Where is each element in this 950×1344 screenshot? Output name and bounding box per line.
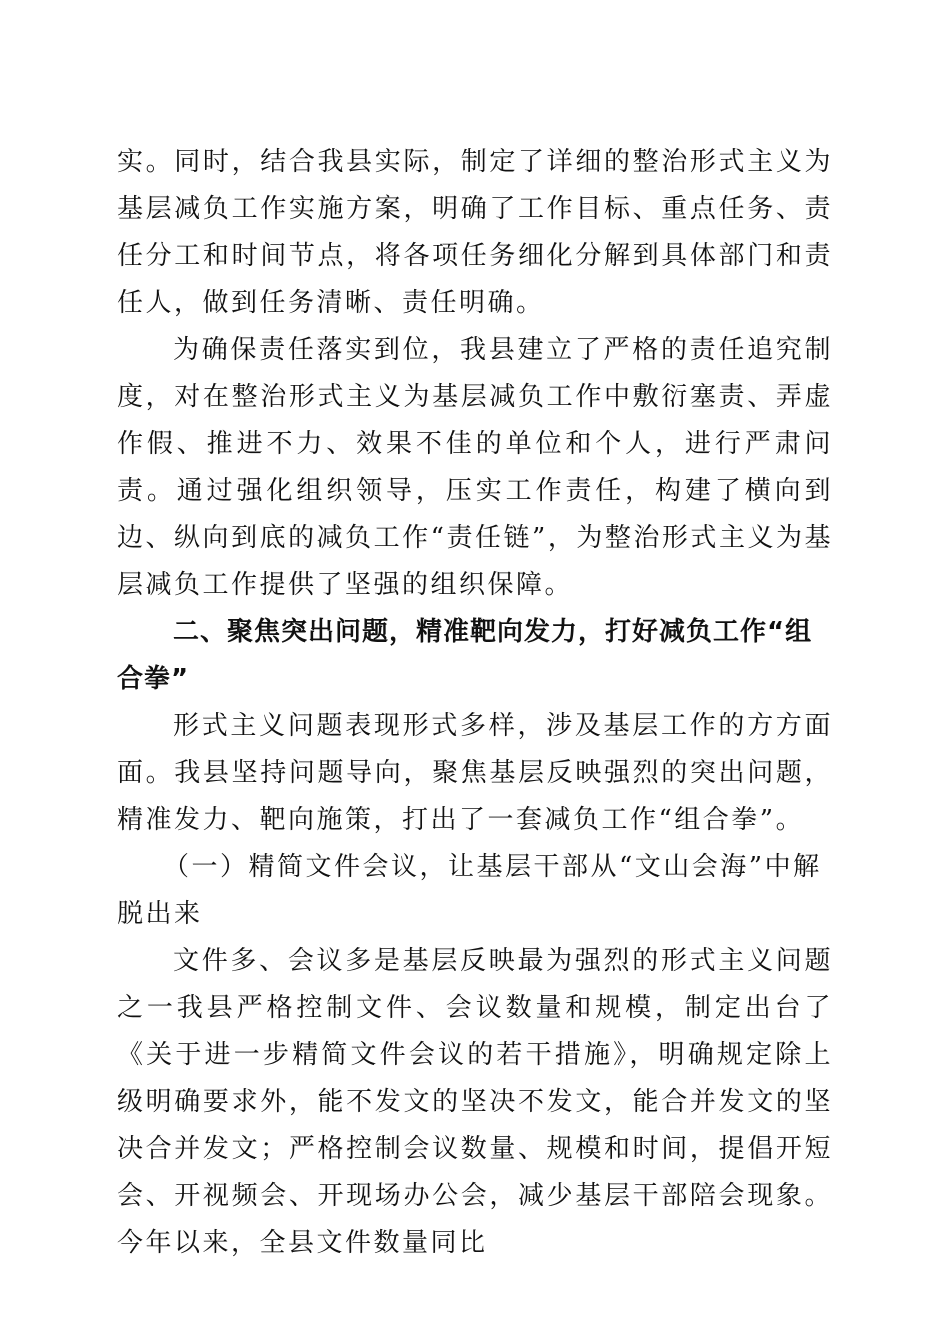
paragraph-accountability: 为确保责任落实到位，我县建立了严格的责任追究制度，对在整治形式主义为基层减负工作中敷衍塞责、弄虚作假、推进不力、效果不佳的单位和个人，进行严肃问责。通过强化组织领导，压实工作责任，构建了横向到边、纵向到底的减负工作“责任链”，为整治形式主义为基层减负工作提供了坚强的组织保障。	[117, 335, 833, 600]
paragraph-documents-meetings: 文件多、会议多是基层反映最为强烈的形式主义问题之一我县严格控制文件、会议数量和规模，制定出台了《关于进一步精简文件会议的若干措施》，明确规定除上级明确要求外，能不发文的坚决不发文，能合并发文的坚决合并发文；严格控制会议数量、规模和时间，提倡开短会、开视频会、开现场办公会，减少基层干部陪会现象。今年以来，全县文件数量同比	[117, 946, 833, 1258]
subheading-1: （一）精简文件会议，让基层干部从“文山会海”中解脱出来	[117, 852, 822, 929]
paragraph-continued: 实。同时，结合我县实际，制定了详细的整治形式主义为基层减负工作实施方案，明确了工作目标、重点任务、责任分工和时间节点，将各项任务细化分解到具体部门和责任人，做到任务清晰、责任明确。	[117, 147, 833, 318]
paragraph-section-2-intro: 形式主义问题表现形式多样，涉及基层工作的方方面面。我县坚持问题导向，聚焦基层反映强烈的突出问题，精准发力、靶向施策，打出了一套减负工作“组合拳”。	[117, 711, 833, 835]
document-body	[117, 139, 833, 1267]
section-heading-2: 二、聚焦突出问题，精准靶向发力，打好减负工作“组合拳”	[117, 617, 813, 694]
